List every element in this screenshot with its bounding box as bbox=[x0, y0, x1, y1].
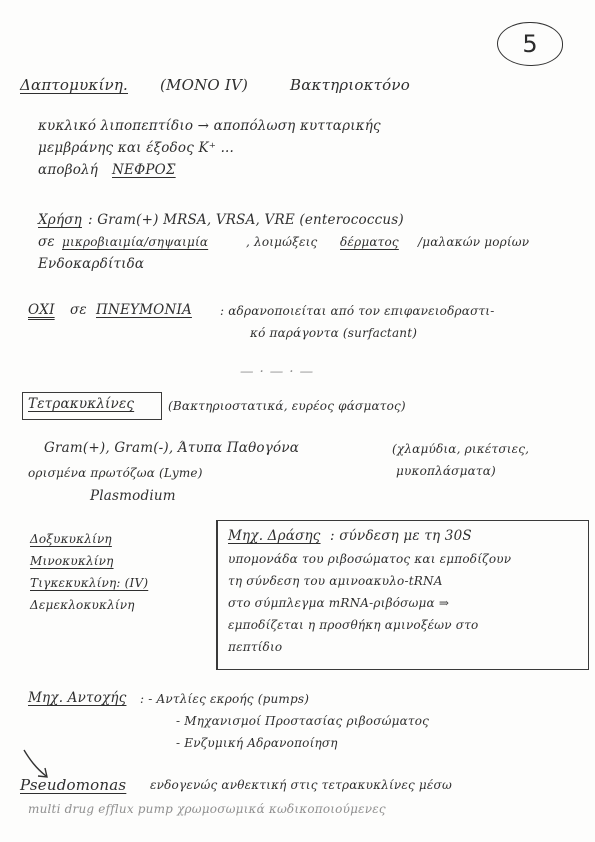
no-rest: : αδρανοποιείται από τον επιφανειοδραστι- bbox=[220, 304, 495, 318]
mechanism-line2: υπομονάδα του ριβοσώματος και εμποδίζουν bbox=[228, 552, 512, 566]
resistance-line2: - Μηχανισμοί Προστασίας ριβοσώματος bbox=[176, 714, 430, 728]
no-prefix: σε bbox=[70, 302, 87, 318]
drug-1: Δοξυκυκλίνη bbox=[30, 532, 112, 546]
mechanism-line3: τη σύνδεση του αμινοακυλο-tRNA bbox=[228, 574, 443, 588]
mechanism-line4: στο σύμπλεγμα mRNA-ριβόσωμα ⇒ bbox=[228, 596, 450, 610]
use-line2e: /μαλακών μορίων bbox=[418, 235, 530, 249]
dapto-line1: κυκλικό λιποπεπτίδιο → αποπόλωση κυτταρικής bbox=[38, 118, 381, 134]
use-line2c: , λοιμώξεις bbox=[246, 235, 318, 249]
section1-title: Δαπτομυκίνη. bbox=[20, 76, 129, 94]
spectrum-line1: Gram(+), Gram(-), Άτυπα Παθογόνα bbox=[44, 440, 300, 456]
section1-tag: (ΜΟΝΟ IV) bbox=[160, 76, 249, 94]
mechanism-label: Μηχ. Δράσης bbox=[228, 528, 321, 544]
spectrum-line2b: μυκοπλάσματα) bbox=[396, 464, 496, 478]
pseudomonas-line2: multi drug efflux pump χρωμοσωμικά κωδικοποιούμενες bbox=[28, 802, 386, 816]
spectrum-line3: Plasmodium bbox=[90, 488, 176, 504]
pseudomonas-line1: ενδογενώς ανθεκτική στις τετρακυκλίνες μέσω bbox=[150, 778, 452, 792]
no-target: ΠΝΕΥΜΟΝΙΑ bbox=[96, 302, 192, 318]
use-line2b: μικροβιαιμία/σηψαιμία bbox=[62, 235, 209, 249]
use-line3: Ενδοκαρδίτιδα bbox=[38, 256, 145, 272]
section1-tag2: Βακτηριοκτόνο bbox=[290, 76, 410, 94]
section2-subtitle: (Βακτηριοστατικά, ευρέος φάσματος) bbox=[168, 399, 406, 413]
no-label: ΟΧΙ bbox=[28, 302, 55, 318]
drug-3: Τιγκεκυκλίνη: (IV) bbox=[30, 576, 149, 590]
page-number: 5 bbox=[497, 22, 563, 66]
section-divider: —·—·— bbox=[240, 364, 320, 380]
use-line2d: δέρματος bbox=[340, 235, 399, 249]
use-line2a: σε bbox=[38, 234, 55, 250]
resistance-line1: : - Αντλίες εκροής (pumps) bbox=[140, 692, 310, 706]
dapto-line3: αποβολή bbox=[38, 162, 99, 178]
mechanism-line6: πεπτίδιο bbox=[228, 640, 283, 654]
drug-2: Μινοκυκλίνη bbox=[30, 554, 114, 568]
no-rest2: κό παράγοντα (surfactant) bbox=[250, 326, 418, 340]
dapto-line2: μεμβράνης και έξοδος K⁺ ... bbox=[38, 140, 235, 156]
resistance-label: Μηχ. Αντοχής bbox=[28, 690, 127, 706]
dapto-kidney: ΝΕΦΡΟΣ bbox=[112, 162, 176, 178]
spectrum-line2: ορισμένα πρωτόζωα (Lyme) bbox=[28, 466, 203, 480]
pseudomonas-label: Pseudomonas bbox=[20, 776, 127, 794]
use-label: Χρήση bbox=[38, 212, 82, 228]
resistance-line3: - Ενζυμική Αδρανοποίηση bbox=[176, 736, 338, 750]
drug-4: Δεμεκλοκυκλίνη bbox=[30, 598, 135, 612]
spectrum-line1b: (χλαμύδια, ρικέτσιες, bbox=[392, 442, 530, 456]
mechanism-line1: : σύνδεση με τη 30S bbox=[330, 528, 472, 544]
mechanism-line5: εμποδίζεται η προσθήκη αμινοξέων στο bbox=[228, 618, 479, 632]
use-line1: : Gram(+) MRSA, VRSA, VRE (enterococcus) bbox=[88, 212, 404, 228]
section2-title: Τετρακυκλίνες bbox=[28, 396, 135, 412]
